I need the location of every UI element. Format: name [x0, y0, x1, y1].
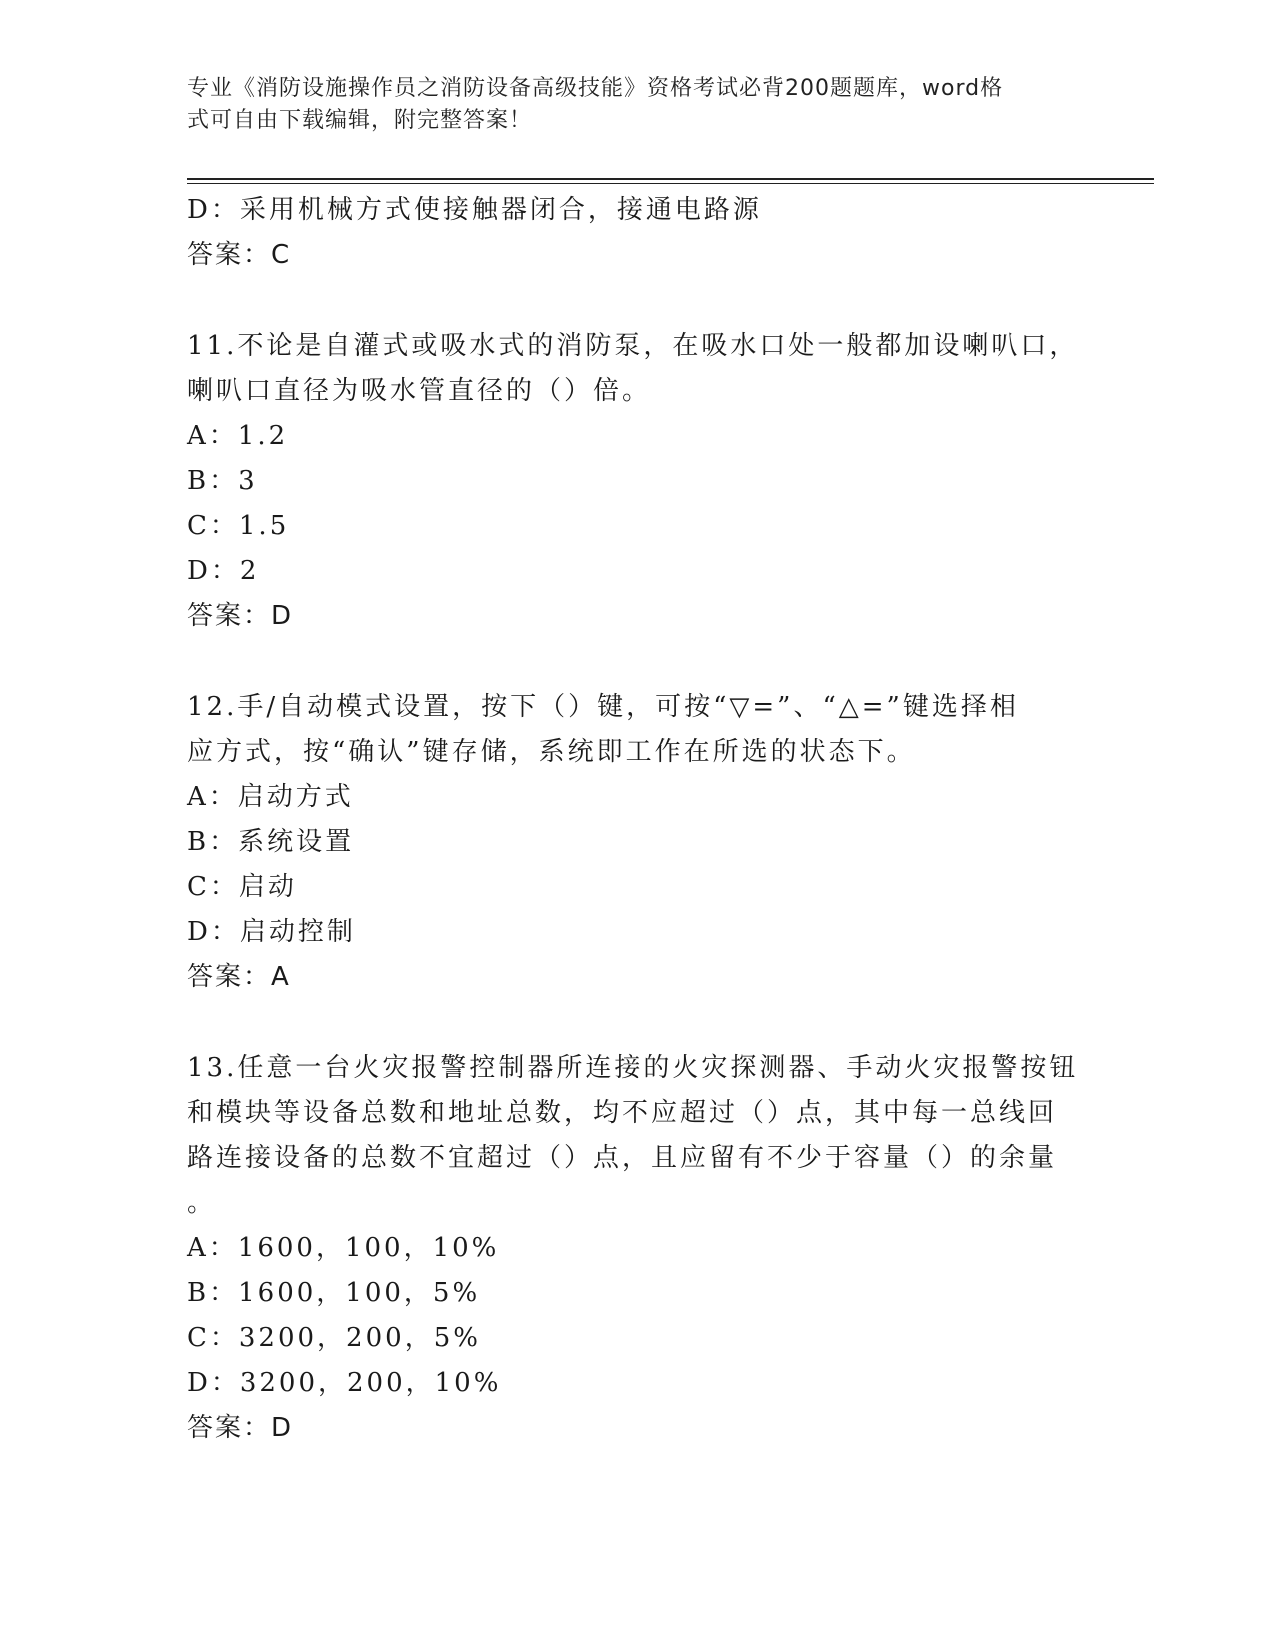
- answer-label: 答案：C: [187, 240, 292, 270]
- question-list: [187, 188, 1087, 1451]
- answer-label: 答案：A: [187, 962, 291, 992]
- question-stem-line: 11.不论是自灌式或吸水式的消防泵，在吸水口处一般都加设喇叭口，: [187, 331, 1079, 361]
- question-stem-line: 和模块等设备总数和地址总数，均不应超过（）点，其中每一总线回: [187, 1098, 1058, 1128]
- question-stem-line: 13.任意一台火灾报警控制器所连接的火灾探测器、手动火灾报警按钮: [187, 1053, 1079, 1083]
- question-stem-line: 路连接设备的总数不宜超过（）点，且应留有不少于容量（）的余量: [187, 1143, 1058, 1173]
- option-a: A：1.2: [187, 421, 289, 451]
- option-d: D：启动控制: [187, 917, 356, 947]
- option-a: A：启动方式: [187, 782, 354, 812]
- question-stem-line: 12.手/自动模式设置，按下（）键，可按“▽=”、“△=”键选择相: [187, 692, 1019, 722]
- option-a: A：1600，100，10%: [187, 1233, 500, 1263]
- option-b: B：3: [187, 466, 258, 496]
- option-b: B：1600，100，5%: [187, 1278, 481, 1308]
- header-line-1: 专业《消防设施操作员之消防设备高级技能》资格考试必背200题题库，word格: [187, 76, 1004, 101]
- question-11: [187, 324, 1087, 639]
- question-12: [187, 685, 1087, 1000]
- question-13: [187, 1046, 1087, 1451]
- option-c: C：1.5: [187, 511, 290, 541]
- option-c: C：启动: [187, 872, 297, 902]
- answer-label: 答案：D: [187, 1413, 294, 1443]
- question-stem-line: 喇叭口直径为吸水管直径的（）倍。: [187, 376, 652, 406]
- header-divider-thin: [187, 183, 1154, 184]
- option-d: D：2: [187, 556, 260, 586]
- question-stem-line: 。: [187, 1188, 217, 1218]
- answer-label: 答案：D: [187, 601, 294, 631]
- header-line-2: 式可自由下载编辑，附完整答案！: [187, 108, 533, 133]
- document-header: [187, 73, 1067, 137]
- option-d: D：3200，200，10%: [187, 1368, 502, 1398]
- option-c: C：3200，200，5%: [187, 1323, 481, 1353]
- question-10-tail: [187, 188, 1087, 278]
- option-b: B：系统设置: [187, 827, 355, 857]
- header-divider-thick: [187, 178, 1154, 180]
- question-stem-line: 应方式，按“确认”键存储，系统即工作在所选的状态下。: [187, 737, 916, 767]
- option-d: D：采用机械方式使接触器闭合，接通电路源: [187, 195, 762, 225]
